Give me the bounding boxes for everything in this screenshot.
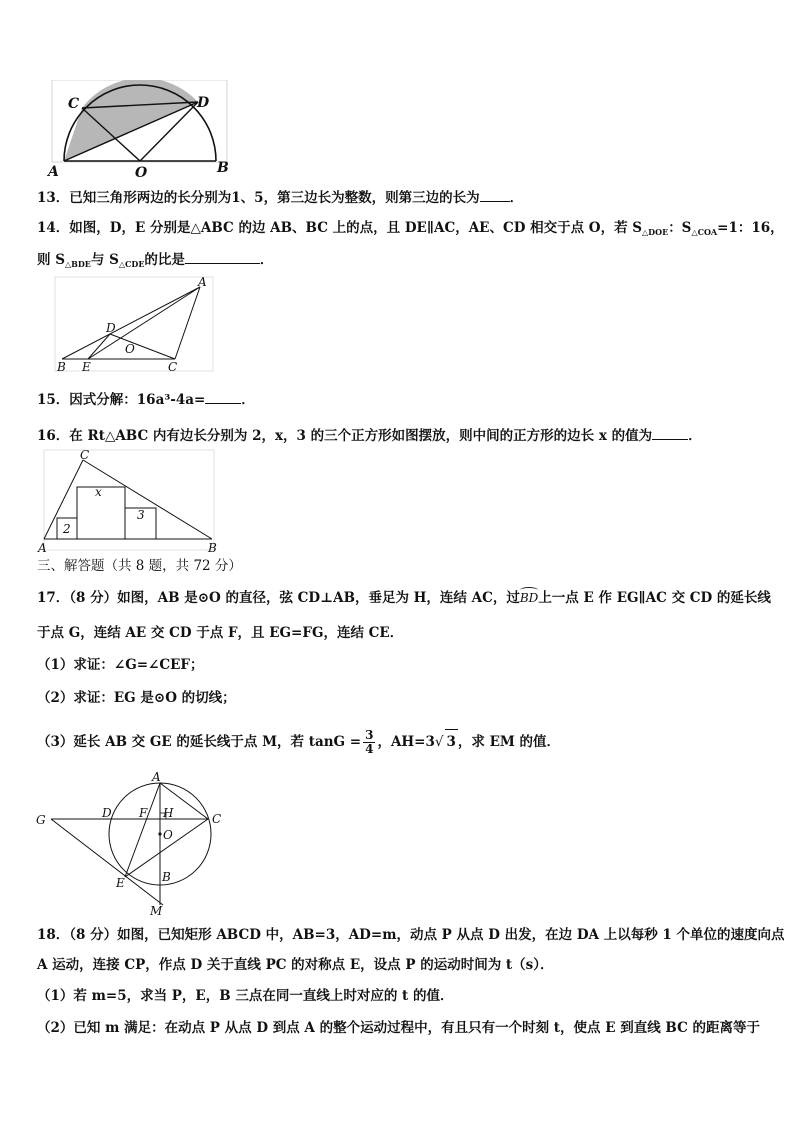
frac-denominator: 4 — [365, 742, 374, 756]
label-f: F — [139, 806, 148, 820]
question-13 — [37, 187, 523, 208]
q16-text: 16．在 Rt△ABC 内有边长分别为 2，x，3 的三个正方形如图摆放，则中间的正方形的边长 x 的值为 — [37, 428, 653, 444]
label-x: x — [95, 485, 102, 499]
label-b: B — [162, 870, 171, 884]
q15-text: 15．因式分解：16a³-4a= — [37, 392, 206, 408]
sqrt-radicand: 3 — [445, 729, 458, 754]
triangle-de-figure — [50, 275, 220, 375]
q14-l2-b: 与 S — [90, 252, 119, 268]
label-o: O — [163, 828, 173, 842]
center-dot — [158, 832, 161, 835]
segment-ae — [88, 287, 200, 359]
q16-answer-blank[interactable] — [652, 425, 688, 440]
label-a: A — [152, 770, 161, 784]
q13-end: ． — [509, 190, 524, 206]
q14-answer-blank[interactable] — [185, 249, 260, 264]
label-e: E — [116, 876, 125, 890]
sqrt-sign: √ — [434, 734, 444, 750]
section-3-title: 三、解答题（共 8 题，共 72 分） — [37, 558, 242, 574]
question-17-part1: （1）求证：∠G=∠CEF； — [37, 657, 204, 673]
label-c: C — [168, 360, 178, 374]
label-c: C — [68, 96, 80, 112]
q13-text: 13．已知三角形两边的长分别为1、5，第三边长为整数，则第三边的长为 — [37, 190, 480, 206]
label-a: A — [38, 541, 47, 555]
question-17-line2: 于点 G，连结 AE 交 CD 于点 F，且 EG=FG，连结 CE． — [37, 625, 404, 641]
question-18-part1: （1）若 m=5，求当 P，E，B 三点在同一直线上时对应的 t 的值． — [37, 988, 454, 1004]
label-o: O — [125, 342, 135, 356]
question-14-line1 — [37, 218, 784, 242]
label-m: M — [150, 904, 163, 918]
q14-l2-a: 则 S — [37, 252, 65, 268]
q14-text-a: 14．如图，D，E 分别是△ABC 的边 AB、BC 上的点，且 DE∥AC，AE、CD 相交于点 O，若 S — [37, 220, 643, 236]
label-o: O — [135, 165, 148, 180]
q16-end: ． — [688, 428, 702, 444]
label-b: B — [208, 541, 217, 555]
q17-p3-c: ，求 EM 的值． — [457, 734, 561, 750]
circle-tangent-figure — [30, 768, 230, 918]
semicircle-figure — [40, 80, 240, 180]
question-17-line1 — [37, 588, 771, 608]
question-14-line2 — [37, 249, 273, 274]
q15-answer-blank[interactable] — [205, 389, 241, 404]
q14-sub-doe: △DOE — [642, 227, 669, 237]
label-c: C — [80, 448, 90, 462]
question-17-part2: （2）求证：EG 是⊙O 的切线； — [37, 690, 236, 706]
label-h: H — [163, 806, 174, 820]
q15-end: ． — [241, 392, 255, 408]
label-e: E — [82, 360, 91, 374]
q17-text-a: 17．（8 分）如图，AB 是⊙O 的直径，弦 CD⊥AB，垂足为 H，连结 AC，过 — [37, 590, 520, 606]
question-18-part2: （2）已知 m 满足：在动点 P 从点 D 到点 A 的整个运动过程中，有且只有一个时刻 t，使点 E 到直线 BC 的距离等于 — [37, 1020, 761, 1036]
question-17-part3 — [37, 729, 560, 756]
label-b: B — [217, 160, 229, 176]
segment-ae — [125, 783, 160, 877]
label-d: D — [106, 321, 116, 335]
q17-text-b: 上一点 E 作 EG∥AC 交 CD 的延长线 — [538, 590, 771, 606]
label-d: D — [197, 95, 210, 111]
segment-cd — [110, 334, 175, 359]
shaded-region — [64, 80, 198, 161]
q14-text-c: =1：16， — [717, 220, 784, 236]
q17-p3-b: ，AH=3 — [377, 734, 435, 750]
q14-sub-bde: △BDE — [64, 259, 91, 269]
label-a: A — [198, 275, 207, 289]
question-16 — [37, 425, 702, 446]
label-d: D — [102, 806, 112, 820]
label-b: B — [57, 360, 66, 374]
arc-bd: BD — [519, 591, 539, 605]
fraction-3-4 — [363, 729, 375, 756]
label-c: C — [212, 812, 222, 826]
q14-text-b: ：S — [668, 220, 692, 236]
label-g: G — [36, 813, 46, 827]
q14-sub-coa: △COA — [691, 227, 718, 237]
question-15 — [37, 389, 255, 410]
side-cb — [83, 460, 212, 539]
label-3: 3 — [137, 508, 145, 522]
figure-frame-14 — [55, 277, 213, 371]
frac-numerator: 3 — [365, 728, 374, 742]
label-2: 2 — [63, 522, 71, 536]
label-a: A — [48, 164, 59, 180]
q14-l2-c: 的比是 — [144, 252, 185, 268]
q14-sub-cde: △CDE — [118, 259, 145, 269]
question-18-line1: 18．（8 分）如图，已知矩形 ABCD 中，AB=3，AD=m，动点 P 从点 D 出发，在边 DA 上以每秒 1 个单位的速度向点 — [37, 927, 785, 943]
question-18-line2: A 运动，连接 CP，作点 D 关于直线 PC 的对称点 E，设点 P 的运动时间为 t（s）． — [37, 957, 554, 973]
q17-p3-a: （3）延长 AB 交 GE 的延长线于点 M，若 tanG = — [37, 734, 362, 750]
q14-end: ． — [259, 252, 274, 268]
q13-answer-blank[interactable] — [480, 187, 510, 202]
squares-in-triangle-figure — [36, 448, 226, 556]
